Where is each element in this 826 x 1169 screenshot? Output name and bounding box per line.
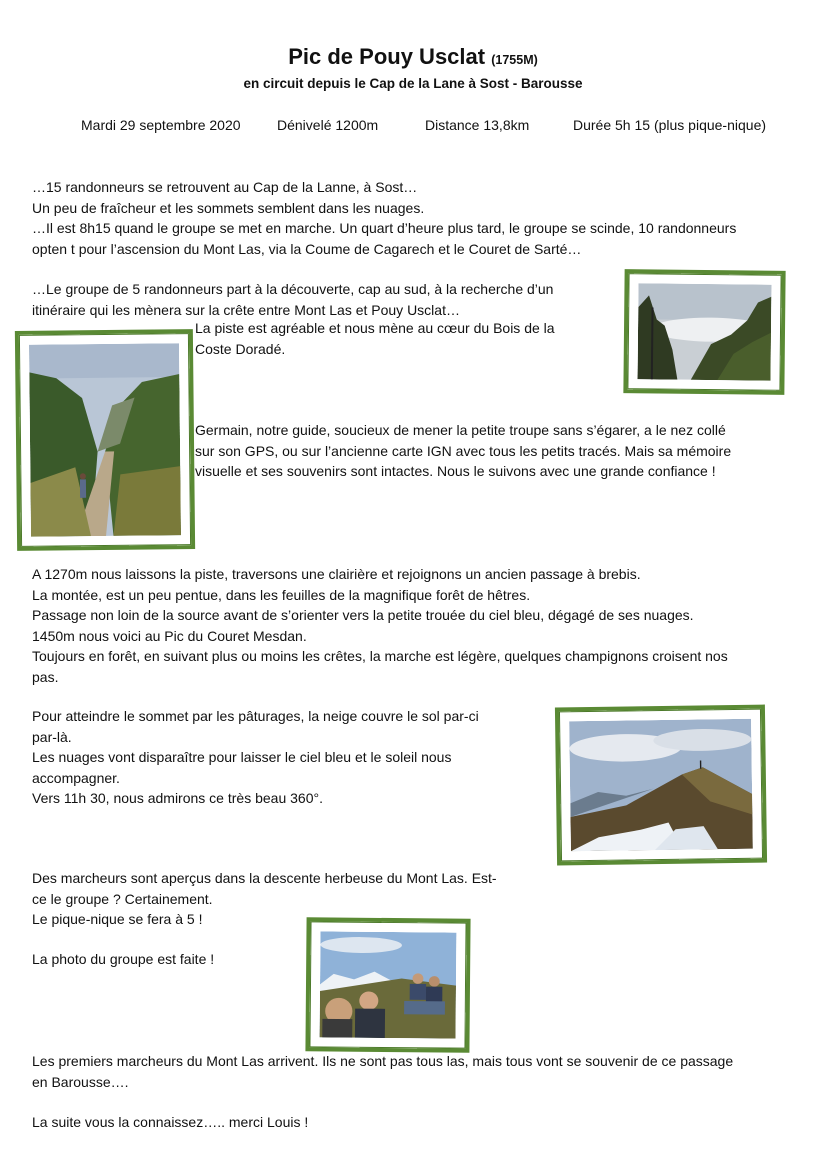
- paragraph-group-five: …Le groupe de 5 randonneurs part à la découverte, cap au sud, à la recherche d’un itinéraire qui les mènera sur la crête entre Mont Las et Pouy Usclat…: [32, 281, 554, 318]
- title-text: Pic de Pouy Usclat: [288, 44, 486, 69]
- paragraph-group-photo: La photo du groupe est faite !: [32, 951, 215, 967]
- photo-group-selfie: [305, 917, 470, 1052]
- paragraph-summit: Pour atteindre le sommet par les pâturages, la neige couvre le sol par-ci par-là. Les nuages vont disparaître pour laisser le ciel bleu et le soleil nous accompagner. Vers 11h 30, nous admirons ce très beau 360°.: [32, 708, 479, 806]
- paragraph-intro: …15 randonneurs se retrouvent au Cap de la Lanne, à Sost… Un peu de fraîcheur et les sommets semblent dans les nuages. …Il est 8h15 quand le groupe se met en marche. Un quart d’heure plus tard, le groupe se scinde, 10 randonneurs opten t pour l’ascension du Mont Las, via la Coume de Cagarech et le Couret de Sarté…: [32, 179, 737, 257]
- paragraph-ascent: A 1270m nous laissons la piste, traversons une clairière et rejoignons un ancien passage à brebis. La montée, est un peu pentue, dans les feuilles de la magnifique forêt de hêtres. Passage non loin de la source avant de s’orienter vers la petite trouée du ciel bleu, dégagé de ses nuages. 1450m nous voici au Pic du Couret Mesdan. Toujours en forêt, en suivant plus ou moins les crêtes, la marche est légère, quelques champignons croisent nos pas.: [32, 566, 728, 685]
- paragraph-arrival: Les premiers marcheurs du Mont Las arrivent. Ils ne sont pas tous las, mais tous vont se souvenir de ce passage en Barousse….: [32, 1053, 734, 1090]
- title-altitude: (1755M): [491, 53, 538, 67]
- photo-forest-clouds: [623, 269, 785, 395]
- paragraph-guide: Germain, notre guide, soucieux de mener la petite troupe sans s’égarer, a le nez collé sur son GPS, ou sur l’ancienne carte IGN avec tous les petits tracés. Mais sa mémoire visuelle et ses souvenirs sont intactes. Nous le suivons avec une grande confiance !: [195, 422, 732, 479]
- page-title: [0, 44, 826, 70]
- photo-valley-trail: [15, 329, 195, 551]
- photo-summit-ridge: [555, 705, 767, 866]
- meta-distance: Distance 13,8km: [425, 117, 530, 133]
- paragraph-closing: La suite vous la connaissez….. merci Louis !: [32, 1114, 309, 1130]
- paragraph-track: La piste est agréable et nous mène au cœur du Bois de la Coste Doradé.: [195, 320, 555, 357]
- paragraph-walkers: Des marcheurs sont aperçus dans la descente herbeuse du Mont Las. Est- ce le groupe ? Certainement. Le pique-nique se fera à 5 !: [32, 870, 497, 927]
- meta-duration: Durée 5h 15 (plus pique-nique): [573, 117, 767, 133]
- meta-date: Mardi 29 septembre 2020: [81, 117, 241, 133]
- meta-elevation: Dénivelé 1200m: [277, 117, 379, 133]
- page-subtitle: en circuit depuis le Cap de la Lane à Sost - Barousse: [243, 76, 583, 91]
